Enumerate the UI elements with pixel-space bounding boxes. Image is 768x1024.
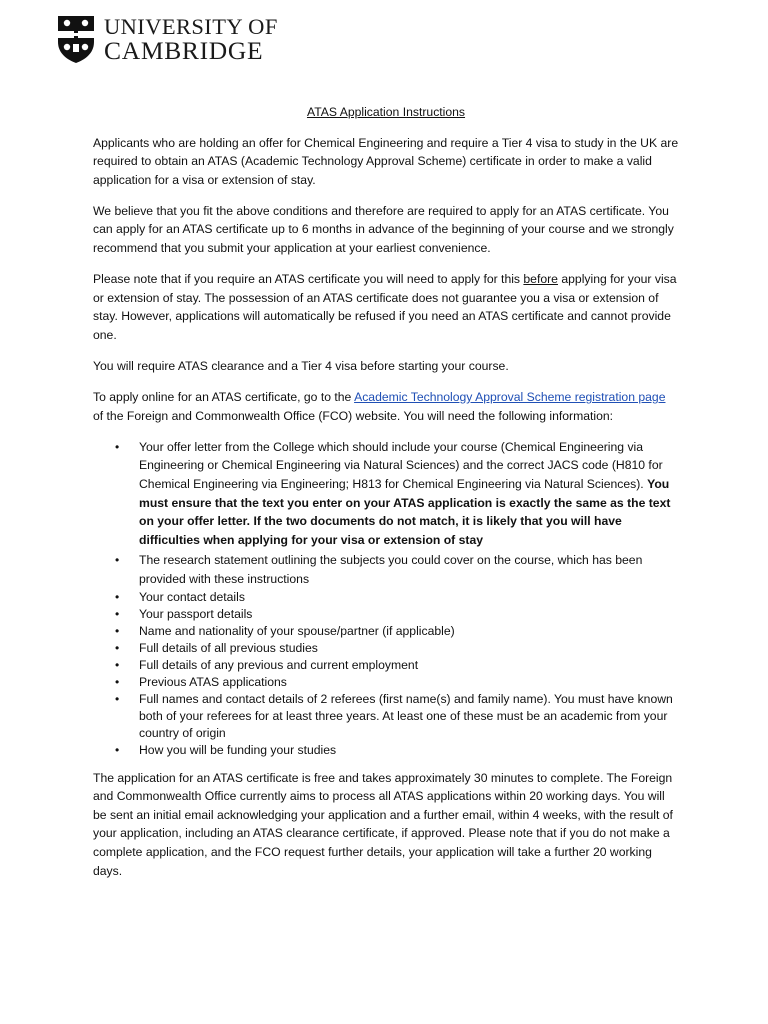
list-item-text: Your passport details	[139, 606, 253, 621]
bullet-icon: •	[115, 742, 120, 757]
document-body	[93, 103, 679, 893]
list-item-text: Previous ATAS applications	[139, 674, 287, 689]
bullet-icon: •	[115, 439, 120, 454]
document-title: ATAS Application Instructions	[306, 105, 466, 119]
paragraph-3	[93, 270, 679, 344]
list-item-text: Full details of any previous and current employment	[139, 657, 419, 672]
list-item	[115, 674, 679, 691]
list-item-warning: You must ensure that the text you enter on your ATAS application is exactly the same as the text on your offer letter. If the two documents do not match, it is likely that you will have difficulties when applying for your visa or extension of stay	[139, 477, 671, 547]
paragraph-2: We believe that you fit the above conditions and therefore are required to apply for an ATAS certificate. You can apply for an ATAS certificate up to 6 months in advance of the beginning of your course and we strongly recommend that you submit your application at your earliest convenience.	[93, 203, 674, 256]
list-item	[115, 657, 679, 674]
paragraph-3-end: applying for your visa or extension of stay. The possession of an ATAS certificate does not guarantee you a visa or extension of stay. However, applications will automatically be refused if you need an ATAS certificate and cannot provide one.	[93, 272, 677, 342]
list-item	[115, 640, 679, 657]
list-item	[115, 606, 679, 623]
list-item-text: Name and nationality of your spouse/partner (if applicable)	[139, 623, 455, 638]
paragraph-3-start: Please note that if you require an ATAS certificate you will need to apply for this	[93, 272, 524, 287]
list-item	[115, 551, 679, 588]
list-item-text: Full names and contact details of 2 referees (first name(s) and family name). You must have known both of your referees for at least three years. At least one of these must be an academic from your country of origin	[139, 691, 673, 740]
list-item	[115, 438, 679, 550]
list-item	[115, 691, 679, 742]
list-item-text: Your offer letter from the College which should include your course (Chemical Engineering via Engineering or Chemical Engineering via Natural Sciences) and the correct JACS code (H810 for Chemical Engineering via Engineering; H813 for Chemical Engineering via Natural Sciences).	[139, 439, 663, 491]
logo-line-2: CAMBRIDGE	[104, 35, 264, 65]
bullet-icon: •	[115, 606, 120, 621]
list-item	[115, 742, 679, 759]
logo-wordmark	[104, 15, 278, 64]
emphasis-before: before	[523, 272, 558, 287]
university-logo	[56, 14, 278, 64]
list-item-text: The research statement outlining the subjects you could cover on the course, which has been provided with these instructions	[139, 553, 643, 586]
requirements-list	[93, 438, 679, 759]
list-item	[115, 589, 679, 606]
bullet-icon: •	[115, 640, 120, 655]
list-item	[115, 623, 679, 640]
paragraph-5-start: To apply online for an ATAS certificate, go to the	[93, 390, 355, 405]
list-item-text: How you will be funding your studies	[139, 742, 337, 757]
list-item-text: Your contact details	[139, 589, 245, 604]
paragraph-5-end: of the Foreign and Commonwealth Office (FCO) website. You will need the following information:	[93, 408, 614, 423]
bullet-icon: •	[115, 623, 120, 638]
paragraph-1: Applicants who are holding an offer for Chemical Engineering and require a Tier 4 visa to study in the UK are required to obtain an ATAS (Academic Technology Approval Scheme) certificate in order to make a valid application for a visa or extension of stay.	[93, 135, 679, 187]
bullet-icon: •	[115, 691, 120, 706]
bullet-icon: •	[115, 674, 120, 689]
list-item-text: Full details of all previous studies	[139, 640, 318, 655]
paragraph-6: The application for an ATAS certificate is free and takes approximately 30 minutes to complete. The Foreign and Commonwealth Office currently aims to process all ATAS applications within 20 working days. You will be sent an initial email acknowledging your application and a further email, within 4 weeks, with the result of your application, including an ATAS clearance certificate, if approved. Please note that if you do not make a complete application, and the FCO request further details, your application will take a further 20 working days.	[93, 770, 673, 878]
atas-registration-link[interactable]: Academic Technology Approval Scheme registration page	[354, 390, 666, 405]
cambridge-crest-icon	[56, 14, 96, 64]
bullet-icon: •	[115, 657, 120, 672]
paragraph-4: You will require ATAS clearance and a Tier 4 visa before starting your course.	[93, 359, 509, 374]
paragraph-5	[93, 388, 679, 425]
bullet-icon: •	[115, 589, 120, 604]
logo-line-1: UNIVERSITY OF	[104, 13, 278, 39]
bullet-icon: •	[115, 553, 120, 568]
